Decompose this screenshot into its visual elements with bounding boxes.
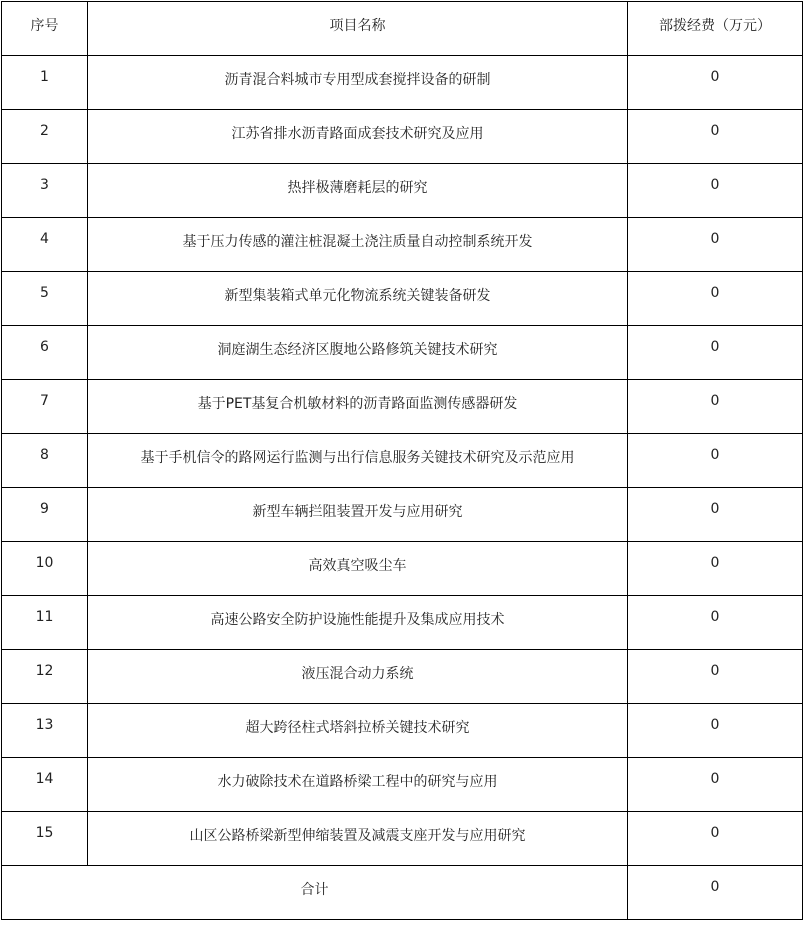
row-fund: 0: [628, 218, 803, 272]
row-fund: 0: [628, 650, 803, 704]
table-row: [2, 110, 803, 164]
row-fund: 0: [628, 326, 803, 380]
total-row: [2, 866, 803, 920]
row-fund: 0: [628, 272, 803, 326]
project-name: 水力破除技术在道路桥梁工程中的研究与应用: [88, 758, 628, 812]
row-fund: 0: [628, 758, 803, 812]
header-row: [2, 2, 803, 56]
row-fund: 0: [628, 596, 803, 650]
table-row: [2, 488, 803, 542]
row-number: 1: [2, 56, 88, 110]
table-row: [2, 218, 803, 272]
project-name: 基于PET基复合机敏材料的沥青路面监测传感器研发: [88, 380, 628, 434]
row-fund: 0: [628, 164, 803, 218]
table-row: [2, 542, 803, 596]
table-body: [2, 2, 803, 920]
project-name: 超大跨径柱式塔斜拉桥关键技术研究: [88, 704, 628, 758]
table-row: [2, 434, 803, 488]
table-row: [2, 56, 803, 110]
row-number: 14: [2, 758, 88, 812]
row-fund: 0: [628, 704, 803, 758]
row-number: 12: [2, 650, 88, 704]
row-number: 9: [2, 488, 88, 542]
project-name: 山区公路桥梁新型伸缩装置及减震支座开发与应用研究: [88, 812, 628, 866]
row-number: 5: [2, 272, 88, 326]
table-row: [2, 380, 803, 434]
table-row: [2, 758, 803, 812]
table-row: [2, 326, 803, 380]
project-name: 基于压力传感的灌注桩混凝土浇注质量自动控制系统开发: [88, 218, 628, 272]
project-name: 洞庭湖生态经济区腹地公路修筑关键技术研究: [88, 326, 628, 380]
project-name: 高速公路安全防护设施性能提升及集成应用技术: [88, 596, 628, 650]
table-row: [2, 164, 803, 218]
row-number: 6: [2, 326, 88, 380]
project-name: 新型集装箱式单元化物流系统关键装备研发: [88, 272, 628, 326]
row-number: 4: [2, 218, 88, 272]
header-name: 项目名称: [88, 2, 628, 56]
project-name: 液压混合动力系统: [88, 650, 628, 704]
table-row: [2, 650, 803, 704]
row-fund: 0: [628, 56, 803, 110]
row-number: 11: [2, 596, 88, 650]
project-name: 沥青混合料城市专用型成套搅拌设备的研制: [88, 56, 628, 110]
header-no: 序号: [2, 2, 88, 56]
header-fund: 部拨经费（万元）: [628, 2, 803, 56]
row-number: 2: [2, 110, 88, 164]
row-fund: 0: [628, 542, 803, 596]
row-fund: 0: [628, 488, 803, 542]
row-number: 7: [2, 380, 88, 434]
funding-table: [1, 1, 803, 920]
row-number: 10: [2, 542, 88, 596]
project-name: 基于手机信令的路网运行监测与出行信息服务关键技术研究及示范应用: [88, 434, 628, 488]
table-row: [2, 704, 803, 758]
project-name: 江苏省排水沥青路面成套技术研究及应用: [88, 110, 628, 164]
row-fund: 0: [628, 434, 803, 488]
total-label: 合计: [2, 866, 628, 920]
project-name: 高效真空吸尘车: [88, 542, 628, 596]
row-number: 8: [2, 434, 88, 488]
row-number: 13: [2, 704, 88, 758]
table-row: [2, 272, 803, 326]
row-fund: 0: [628, 380, 803, 434]
row-number: 15: [2, 812, 88, 866]
row-number: 3: [2, 164, 88, 218]
total-fund: 0: [628, 866, 803, 920]
project-name: 新型车辆拦阻装置开发与应用研究: [88, 488, 628, 542]
row-fund: 0: [628, 812, 803, 866]
row-fund: 0: [628, 110, 803, 164]
project-name: 热拌极薄磨耗层的研究: [88, 164, 628, 218]
table-row: [2, 596, 803, 650]
table-row: [2, 812, 803, 866]
